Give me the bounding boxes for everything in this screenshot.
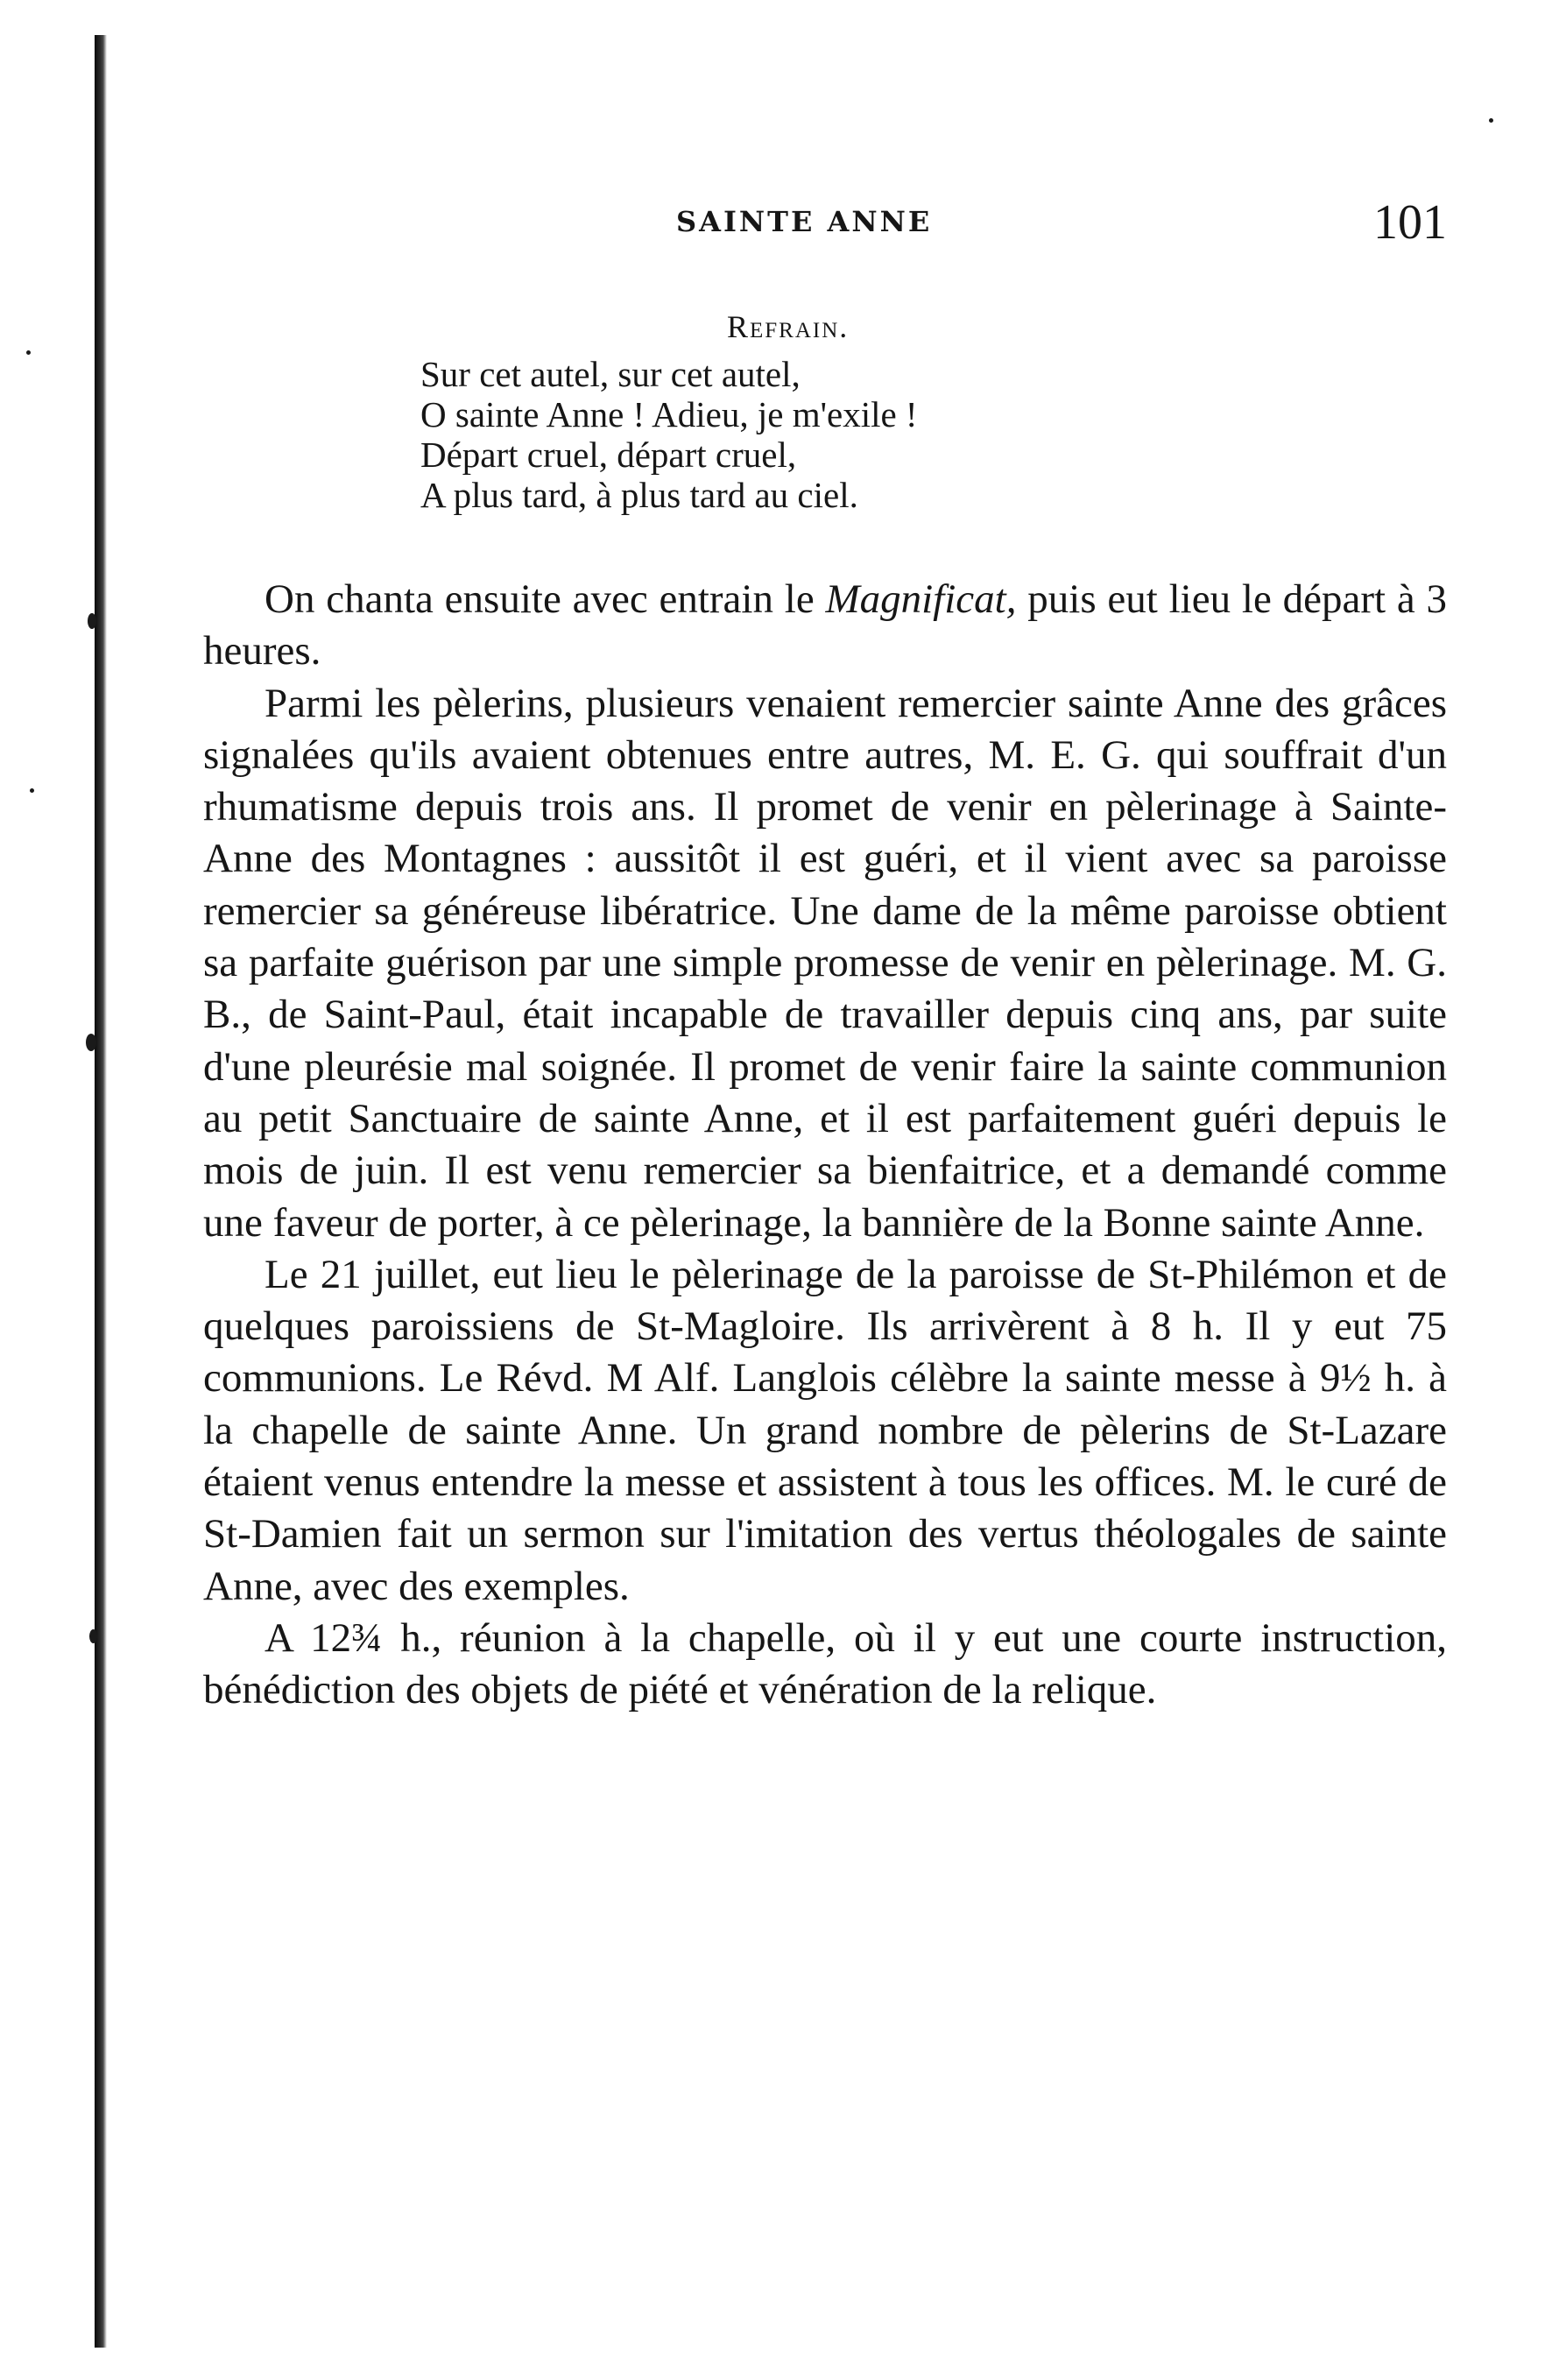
- paragraph: A 12¾ h., réunion à la chapelle, où il y eut une courte instruction, bénédiction des objets de piété et vénération de la relique.: [203, 1614, 1447, 1713]
- paragraph: [203, 574, 1447, 678]
- body-text: [203, 574, 1447, 1717]
- verse-line: Départ cruel, départ cruel,: [420, 434, 797, 475]
- refrain-label: Refrain.: [727, 309, 850, 344]
- scan-speck: [86, 1034, 96, 1051]
- paragraph: Parmi les pèlerins, plusieurs venaient remercier sainte Anne des grâces signalées qu'ils avaient obtenues entre autres, M. E. G. qui souffrait d'un rhumatisme depuis trois ans. Il promet de venir en pèlerinage à Sainte-Anne des Montagnes : aussitôt il est guéri, et il vient avec sa paroisse remercier sa généreuse libératrice. Une dame de la même paroisse obtient sa parfaite guérison par une simple promesse de venir en pèlerinage. M. G. B., de Saint-Paul, était incapable de travailler depuis cinq ans, par suite d'une pleurésie mal soignée. Il promet de venir faire la sainte communion au petit Sanctuaire de sainte Anne, et il est parfaitement guéri depuis le mois de juin. Il est venu remercier sa bienfaitrice, et a demandé comme une faveur de porter, à ce pèlerinage, la bannière de la Bonne sainte Anne.: [203, 680, 1447, 1246]
- hymn-title: Magnificat,: [825, 576, 1017, 622]
- scan-speck: [88, 613, 96, 629]
- refrain-verse: [420, 354, 918, 515]
- verse-line: Sur cet autel, sur cet autel,: [420, 354, 801, 394]
- running-head: [203, 194, 1447, 250]
- scan-speck: [30, 788, 34, 793]
- paragraph-text: puis eut lieu le départ à 3 heures.: [203, 576, 1447, 674]
- scan-speck: [1489, 118, 1493, 123]
- paragraph-text: On chanta ensuite avec entrain le: [265, 576, 826, 622]
- page-number: 101: [1373, 195, 1447, 250]
- binding-edge: [95, 35, 107, 2348]
- scan-speck: [26, 350, 31, 355]
- paragraph: Le 21 juillet, eut lieu le pèlerinage de la paroisse de St-Philémon et de quelques paroissiens de St-Magloire. Ils arrivèrent à 8 h. Il y eut 75 communions. Le Révd. M Alf. Langlois célèbre la sainte messe à 9½ h. à la chapelle de sainte Anne. Un grand nombre de pèlerins de St-Lazare étaient venus entendre la messe et assistent à tous les offices. M. le curé de St-Damien fait un sermon sur l'imitation des vertus théologales de sainte Anne, avec des exemples.: [203, 1251, 1447, 1609]
- running-title: SAINTE ANNE: [676, 205, 933, 238]
- scan-speck: [89, 1629, 97, 1643]
- verse-line: A plus tard, à plus tard au ciel.: [420, 475, 858, 515]
- verse-line: O sainte Anne ! Adieu, je m'exile !: [420, 394, 918, 434]
